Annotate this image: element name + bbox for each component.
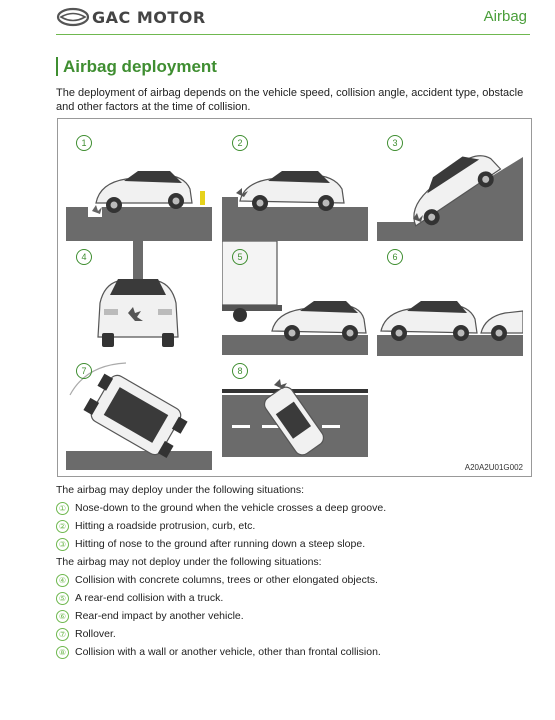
panel-number: 4 — [76, 249, 92, 265]
item-text: Rear-end impact by another vehicle. — [75, 610, 244, 622]
list-item — [56, 643, 530, 661]
item-number: ① — [56, 502, 69, 515]
figure-panel-4 — [66, 241, 212, 356]
item-text: Hitting of nose to the ground after running down a steep slope. — [75, 538, 366, 550]
panel-number: 7 — [76, 363, 92, 379]
intro-paragraph: The deployment of airbag depends on the vehicle speed, collision angle, accident type, obstacle and other factors at the time of collision. — [56, 87, 524, 113]
item-number: ② — [56, 520, 69, 533]
item-text: Collision with a wall or another vehicle, other than frontal collision. — [75, 646, 381, 658]
item-text: Hitting a roadside protrusion, curb, etc. — [75, 520, 256, 532]
list-item — [56, 625, 530, 643]
item-text: Collision with concrete columns, trees or other elongated objects. — [75, 574, 378, 586]
list-item — [56, 607, 530, 625]
list-item — [56, 535, 530, 553]
list-item — [56, 499, 530, 517]
item-text: A rear-end collision with a truck. — [75, 592, 224, 604]
figure-panel-7 — [66, 355, 212, 470]
panel-number: 5 — [232, 249, 248, 265]
item-number: ③ — [56, 538, 69, 551]
item-number: ⑤ — [56, 592, 69, 605]
logo-text: GAC MOTOR — [92, 7, 206, 27]
item-number: ⑧ — [56, 646, 69, 659]
item-number: ⑥ — [56, 610, 69, 623]
figure-panel-5 — [222, 241, 368, 356]
panel-number: 6 — [387, 249, 403, 265]
section-label: Airbag — [483, 8, 527, 25]
panel-number: 8 — [232, 363, 248, 379]
page-header — [0, 0, 555, 36]
item-text: Nose-down to the ground when the vehicle crosses a deep groove. — [75, 502, 387, 514]
panel-number: 2 — [232, 135, 248, 151]
figure-code: A20A2U01G002 — [464, 463, 523, 472]
figure-panel-6 — [377, 241, 523, 356]
figure-panel-8 — [222, 355, 368, 470]
item-number: ④ — [56, 574, 69, 587]
deploy-lead: The airbag may deploy under the following situations: — [56, 484, 305, 496]
list-item — [56, 571, 530, 589]
gac-motor-logo — [56, 7, 206, 27]
item-number: ⑦ — [56, 628, 69, 641]
panel-number: 1 — [76, 135, 92, 151]
page-title: Airbag deployment — [56, 57, 217, 76]
header-divider — [56, 34, 530, 35]
situations-list — [56, 481, 530, 661]
airbag-deployment-figure — [57, 118, 532, 477]
nodeploy-lead: The airbag may not deploy under the following situations: — [56, 556, 322, 568]
panel-number: 3 — [387, 135, 403, 151]
figure-panel-1 — [66, 127, 212, 242]
figure-panel-3 — [377, 127, 523, 242]
item-text: Rollover. — [75, 628, 116, 640]
gac-logo-icon — [56, 7, 90, 27]
list-item — [56, 589, 530, 607]
figure-panel-2 — [222, 127, 368, 242]
list-item — [56, 517, 530, 535]
